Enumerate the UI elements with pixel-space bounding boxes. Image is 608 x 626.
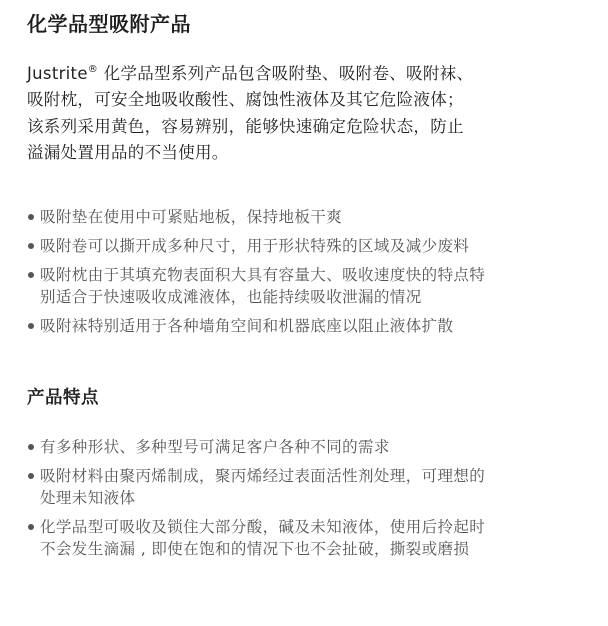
list-item: 吸附材料由聚丙烯制成，聚丙烯经过表面活性剂处理，可理想的 处理未知液体	[27, 465, 572, 509]
bullet-icon	[28, 272, 34, 278]
list-item: 吸附垫在使用中可紧贴地板，保持地板干爽	[27, 206, 572, 228]
brand-name: Justrite	[27, 64, 88, 83]
registered-trademark: ®	[87, 64, 99, 75]
list-item: 吸附枕由于其填充物表面积大具有容量大、吸收速度快的特点特 别适合于快速吸收成滩液体，也能持续吸收泄漏的情况	[27, 264, 572, 308]
intro-line-4: 溢漏处置用品的不当使用。	[27, 142, 229, 162]
list-item: 化学品型可吸收及锁住大部分酸，碱及未知液体，使用后拎起时 不会发生滴漏 , 即使在饱和的情况下也不会扯破，撕裂或磨损	[27, 516, 572, 560]
bullet-icon	[28, 524, 34, 530]
bullet-icon	[28, 323, 34, 329]
bullet-icon	[28, 243, 34, 249]
bullet-icon	[28, 473, 34, 479]
usage-bullet-list	[27, 206, 572, 344]
intro-line-1: Justrite® 化学品型系列产品包含吸附垫、吸附卷、吸附袜、	[27, 64, 474, 83]
list-item: 吸附袜特别适用于各种墙角空间和机器底座以阻止液体扩散	[27, 315, 572, 337]
intro-paragraph	[27, 61, 567, 166]
features-bullet-list	[27, 436, 572, 567]
bullet-icon	[28, 214, 34, 220]
intro-line-3: 该系列采用黄色，容易辨别，能够快速确定危险状态，防止	[27, 116, 464, 136]
intro-line-2: 吸附枕，可安全地吸收酸性、腐蚀性液体及其它危险液体；	[27, 90, 464, 110]
page-title: 化学品型吸附产品	[27, 12, 191, 36]
list-item: 吸附卷可以撕开成多种尺寸，用于形状特殊的区域及减少废料	[27, 235, 572, 257]
bullet-icon	[28, 444, 34, 450]
features-heading: 产品特点	[27, 388, 99, 408]
list-item: 有多种形状、多种型号可满足客户各种不同的需求	[27, 436, 572, 458]
